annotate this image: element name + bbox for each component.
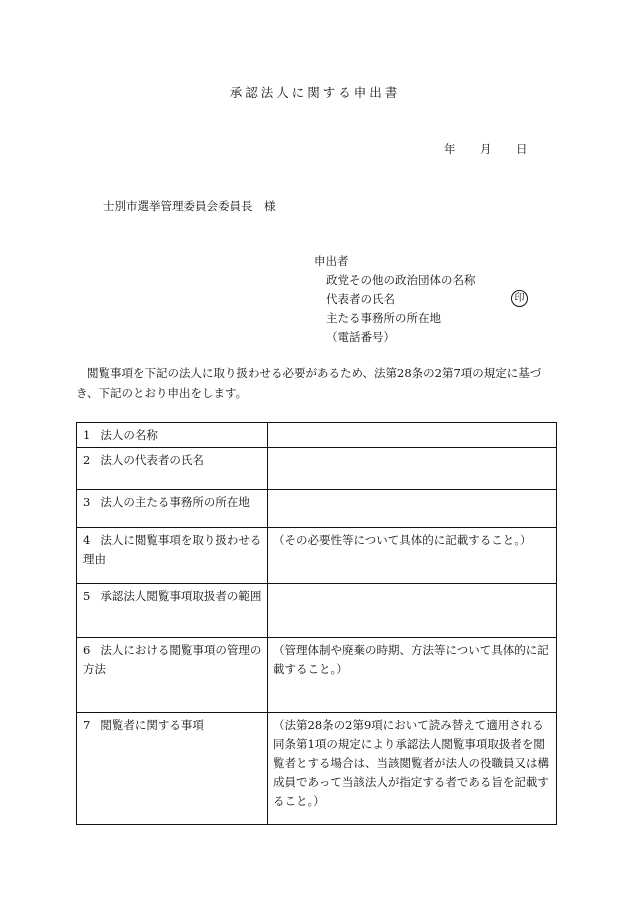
date-year-label: 年	[444, 142, 456, 156]
row-content-cell	[268, 423, 557, 448]
table-row	[77, 423, 557, 448]
row-label-cell	[77, 584, 268, 638]
table-row	[77, 528, 557, 584]
table-row	[77, 713, 557, 825]
phone-number-label: （電話番号）	[326, 330, 395, 344]
row-label-cell	[77, 448, 268, 490]
row-number: 3	[83, 495, 91, 509]
row-content-cell	[268, 490, 557, 528]
date-day-label: 日	[516, 142, 528, 156]
table-row	[77, 490, 557, 528]
row-label: 法人の主たる事務所の所在地	[100, 495, 250, 509]
row-label: 承認法人閲覧事項取扱者の範囲	[100, 589, 262, 603]
row-content-cell	[268, 584, 557, 638]
date-month-label: 月	[480, 142, 492, 156]
row-label: 法人の代表者の氏名	[100, 453, 204, 467]
row-number: 6	[83, 643, 91, 657]
row-label-cell	[77, 490, 268, 528]
row-label: 閲覧者に関する事項	[100, 718, 204, 732]
row-label-cell	[77, 638, 268, 713]
row-content: （管理体制や廃棄の時期、方法等について具体的に記載すること。）	[273, 643, 549, 676]
seal-mark: 印	[511, 290, 528, 307]
representative-name-label: 代表者の氏名	[326, 292, 395, 306]
table-row	[77, 638, 557, 713]
row-label: 法人における閲覧事項の管理の方法	[83, 643, 262, 676]
row-number: 7	[83, 718, 91, 732]
table-row	[77, 584, 557, 638]
row-label-cell	[77, 528, 268, 584]
row-label-cell	[77, 713, 268, 825]
row-label: 法人の名称	[100, 428, 158, 442]
intro-paragraph: 閲覧事項を下記の法人に取り扱わせる必要があるため、法第28条の2第7項の規定に基づき、下記のとおり申出をします。	[76, 366, 542, 400]
row-content-cell	[268, 638, 557, 713]
row-number: 1	[83, 428, 91, 442]
row-content: （法第28条の2第9項において読み替えて適用される同条第1項の規定により承認法人閲覧事項取扱者を閲覧者とする場合は、当該閲覧者が法人の役職員又は構成員であって当該法人が指定する者である旨を記載すること。）	[273, 718, 549, 808]
row-number: 4	[83, 533, 91, 547]
table-row	[77, 448, 557, 490]
row-content-cell	[268, 448, 557, 490]
party-name-label: 政党その他の政治団体の名称	[326, 273, 476, 287]
row-number: 2	[83, 453, 91, 467]
row-content: （その必要性等について具体的に記載すること。）	[273, 533, 532, 547]
applicant-label: 申出者	[314, 254, 349, 268]
document-title: 承認法人に関する申出書	[229, 85, 401, 100]
addressee: 士別市選挙管理委員会委員長 様	[103, 199, 276, 213]
row-label-cell	[77, 423, 268, 448]
row-content-cell	[268, 528, 557, 584]
application-table	[76, 422, 557, 825]
row-content-cell	[268, 713, 557, 825]
row-number: 5	[83, 589, 91, 603]
office-address-label: 主たる事務所の所在地	[326, 311, 441, 325]
row-label: 法人に閲覧事項を取り扱わせる理由	[83, 533, 262, 566]
